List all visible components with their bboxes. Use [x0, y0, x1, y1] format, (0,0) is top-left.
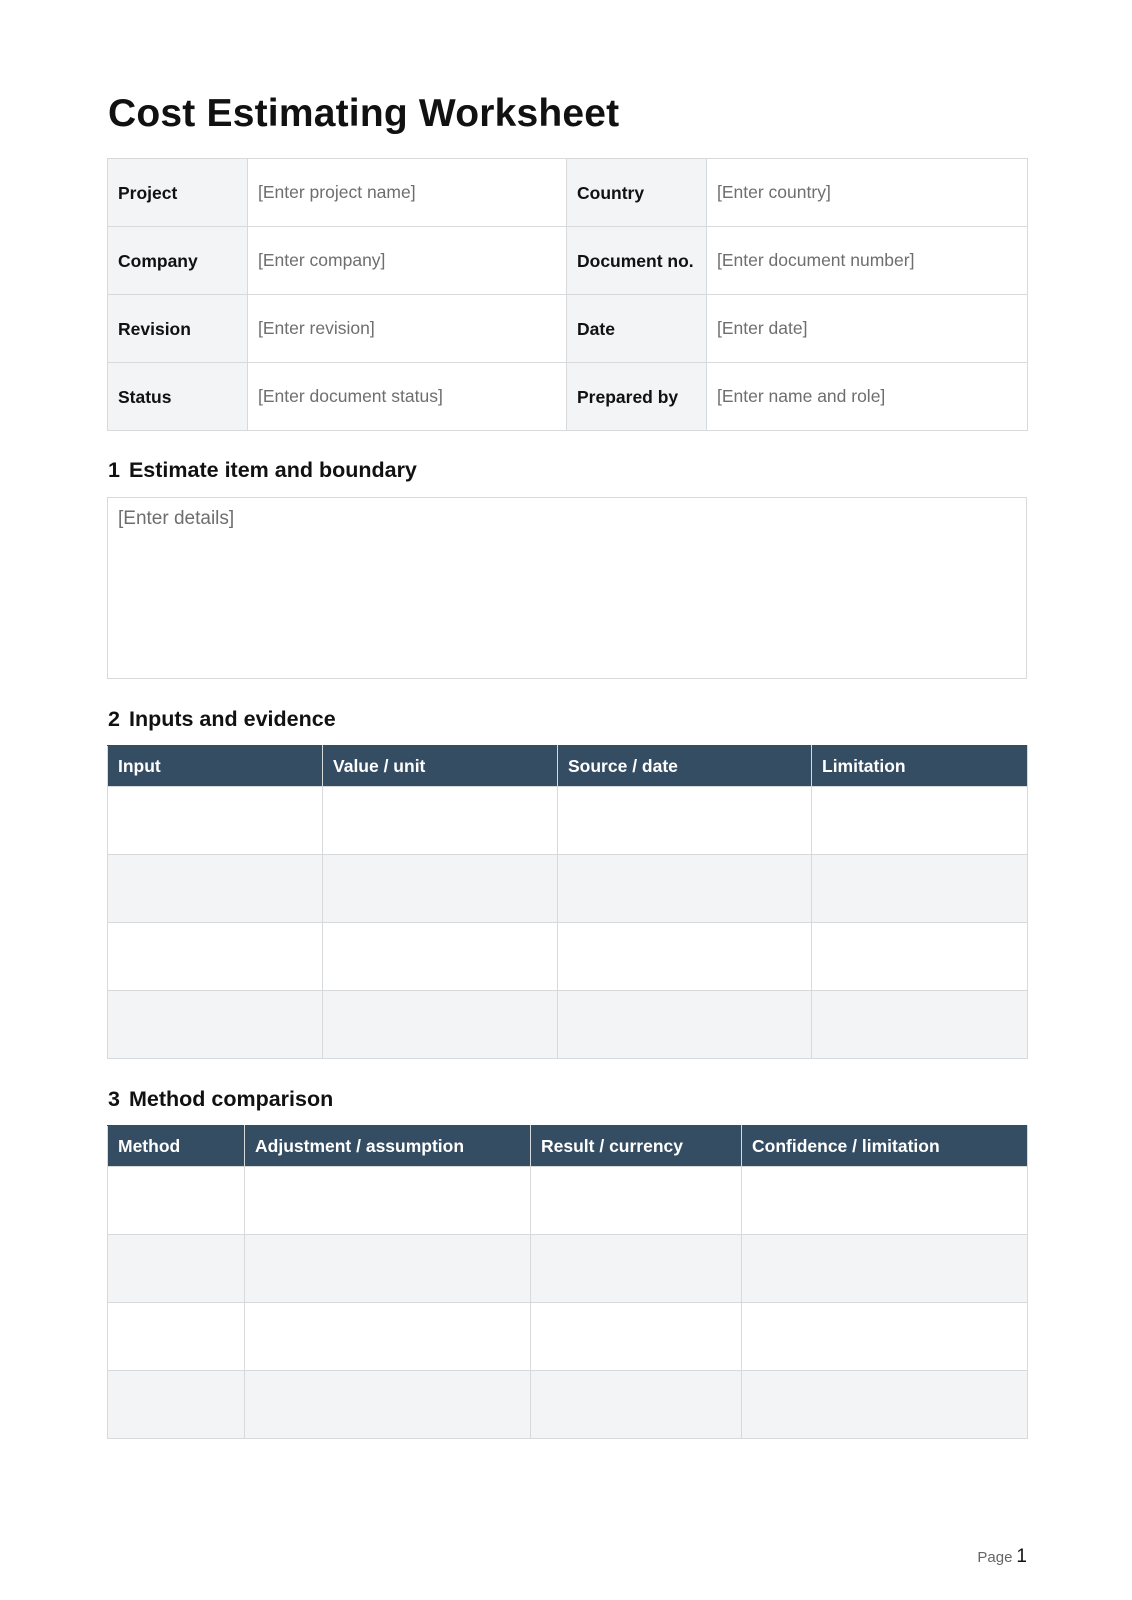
company-label: Company: [108, 227, 248, 295]
table-cell[interactable]: [323, 991, 558, 1059]
table-cell[interactable]: [531, 1371, 742, 1439]
table-cell[interactable]: [323, 787, 558, 855]
inputs-evidence-table: [107, 745, 1028, 1059]
section-heading-inputs-evidence: [108, 707, 336, 732]
country-label: Country: [567, 159, 707, 227]
table-cell[interactable]: [742, 1167, 1028, 1235]
table-cell[interactable]: [108, 1371, 245, 1439]
document-number-label: Document no.: [567, 227, 707, 295]
table-cell[interactable]: [245, 1303, 531, 1371]
table-cell[interactable]: [558, 787, 812, 855]
method-comparison-table: [107, 1125, 1028, 1439]
table-cell[interactable]: [812, 787, 1028, 855]
table-cell[interactable]: [108, 923, 323, 991]
table-row: [108, 923, 1028, 991]
section-title: Method comparison: [128, 1087, 334, 1111]
table-cell[interactable]: [323, 923, 558, 991]
table-header-row: [108, 746, 1028, 787]
section-heading-method-comparison: [108, 1087, 333, 1112]
prepared-by-field[interactable]: [Enter name and role]: [707, 363, 1028, 431]
page-number: 1: [1016, 1546, 1027, 1567]
table-cell[interactable]: [812, 991, 1028, 1059]
column-header-method: Method: [108, 1126, 245, 1167]
revision-label: Revision: [108, 295, 248, 363]
table-cell[interactable]: [558, 855, 812, 923]
page-label: Page: [977, 1549, 1013, 1566]
column-header-result-currency: Result / currency: [531, 1126, 742, 1167]
table-cell[interactable]: [108, 787, 323, 855]
status-label: Status: [108, 363, 248, 431]
table-row: [108, 295, 1028, 363]
table-cell[interactable]: [108, 1235, 245, 1303]
table-cell[interactable]: [742, 1235, 1028, 1303]
status-field[interactable]: [Enter document status]: [248, 363, 567, 431]
table-row: [108, 1167, 1028, 1235]
table-cell[interactable]: [558, 991, 812, 1059]
column-header-value-unit: Value / unit: [323, 746, 558, 787]
table-cell[interactable]: [531, 1167, 742, 1235]
estimate-details-field[interactable]: [Enter details]: [107, 497, 1027, 679]
table-cell[interactable]: [323, 855, 558, 923]
project-field[interactable]: [Enter project name]: [248, 159, 567, 227]
table-cell[interactable]: [812, 923, 1028, 991]
column-header-confidence-limitation: Confidence / limitation: [742, 1126, 1028, 1167]
table-cell[interactable]: [742, 1303, 1028, 1371]
date-field[interactable]: [Enter date]: [707, 295, 1028, 363]
table-row: [108, 855, 1028, 923]
column-header-source-date: Source / date: [558, 746, 812, 787]
table-row: [108, 1303, 1028, 1371]
column-header-input: Input: [108, 746, 323, 787]
column-header-adjustment-assumption: Adjustment / assumption: [245, 1126, 531, 1167]
table-row: [108, 227, 1028, 295]
table-cell[interactable]: [742, 1371, 1028, 1439]
section-number: 3: [108, 1087, 120, 1111]
document-info-table: [107, 158, 1028, 431]
section-title: Estimate item and boundary: [128, 458, 417, 482]
table-cell[interactable]: [558, 923, 812, 991]
table-row: [108, 1235, 1028, 1303]
project-label: Project: [108, 159, 248, 227]
table-cell[interactable]: [531, 1303, 742, 1371]
table-cell[interactable]: [108, 855, 323, 923]
revision-field[interactable]: [Enter revision]: [248, 295, 567, 363]
table-row: [108, 363, 1028, 431]
table-cell[interactable]: [812, 855, 1028, 923]
column-header-limitation: Limitation: [812, 746, 1028, 787]
table-row: [108, 159, 1028, 227]
section-number: 1: [108, 458, 120, 482]
document-number-field[interactable]: [Enter document number]: [707, 227, 1028, 295]
table-cell[interactable]: [108, 991, 323, 1059]
date-label: Date: [567, 295, 707, 363]
company-field[interactable]: [Enter company]: [248, 227, 567, 295]
table-row: [108, 991, 1028, 1059]
table-cell[interactable]: [245, 1235, 531, 1303]
table-row: [108, 787, 1028, 855]
table-cell[interactable]: [108, 1167, 245, 1235]
prepared-by-label: Prepared by: [567, 363, 707, 431]
section-heading-estimate-item: [108, 458, 417, 483]
page-footer: [977, 1546, 1027, 1568]
section-title: Inputs and evidence: [128, 707, 336, 731]
table-cell[interactable]: [531, 1235, 742, 1303]
page-title: Cost Estimating Worksheet: [108, 92, 620, 135]
country-field[interactable]: [Enter country]: [707, 159, 1028, 227]
table-cell[interactable]: [245, 1371, 531, 1439]
table-header-row: [108, 1126, 1028, 1167]
table-cell[interactable]: [245, 1167, 531, 1235]
table-cell[interactable]: [108, 1303, 245, 1371]
table-row: [108, 1371, 1028, 1439]
section-number: 2: [108, 707, 120, 731]
